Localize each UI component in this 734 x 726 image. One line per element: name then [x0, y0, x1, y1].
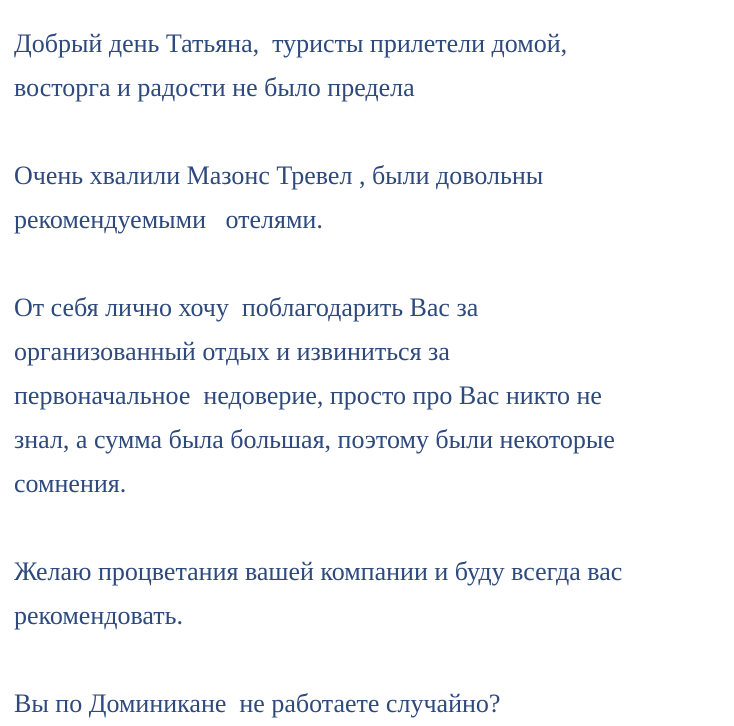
message-line: первоначальное недоверие, просто про Вас никто не: [14, 381, 602, 410]
message-body: [14, 22, 726, 726]
message-line: рекомендуемыми отелями.: [14, 205, 323, 234]
message-line: Желаю процветания вашей компании и буду всегда вас: [14, 557, 623, 586]
question-paragraph: [14, 682, 726, 726]
message-line: знал, а сумма была большая, поэтому были некоторые: [14, 425, 615, 454]
message-line: рекомендовать.: [14, 601, 184, 630]
message-line: организованный отдых и извиниться за: [14, 337, 450, 366]
message-line: Добрый день Татьяна, туристы прилетели домой,: [14, 29, 568, 58]
praise-paragraph: [14, 154, 726, 242]
greeting-paragraph: [14, 22, 726, 110]
message-line: Вы по Доминикане не работаете случайно?: [14, 689, 501, 718]
message-line: сомнения.: [14, 469, 127, 498]
gratitude-paragraph: [14, 286, 726, 506]
message-line: Очень хвалили Мазонс Тревел , были довольны: [14, 161, 544, 190]
message-line: восторга и радости не было предела: [14, 73, 415, 102]
message-line: От себя лично хочу поблагодарить Вас за: [14, 293, 479, 322]
wishes-paragraph: [14, 550, 726, 638]
